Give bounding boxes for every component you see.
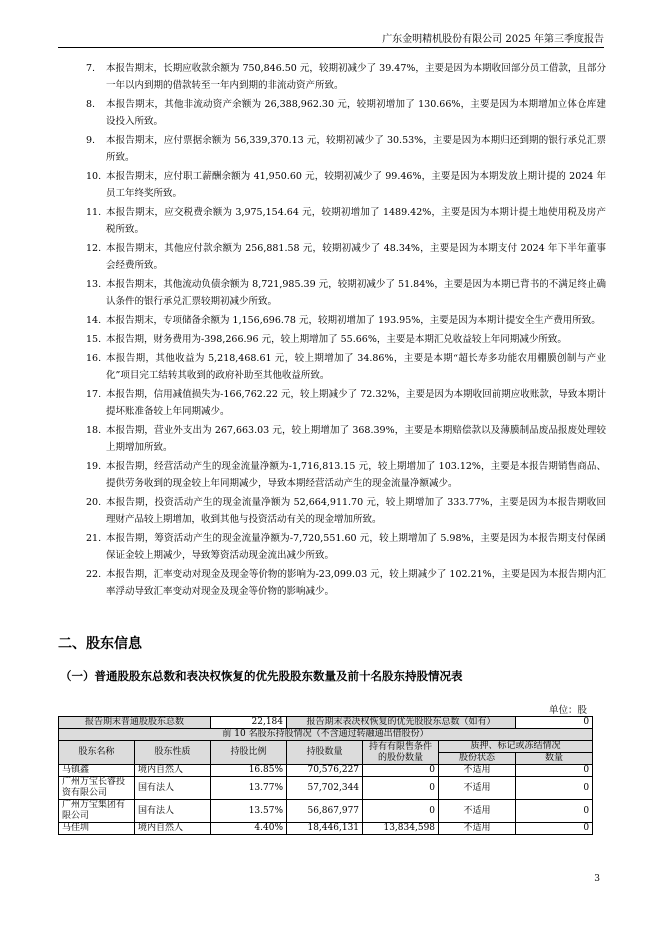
item-text: 本报告期，汇率变动对现金及现金等价物的影响为-23,099.03 元，较上期减少了 102.21%，主要是因为本报告期内汇率浮动导致汇率变动对现金及现金等价物的影响减少。 [106, 569, 606, 597]
item-number: 17. [86, 389, 102, 400]
item-text: 本报告期末，应付票据余额为 56,339,370.13 元，较期初减少了 30.53%，主要是因为本期归还到期的银行承兑汇票所致。 [106, 135, 606, 163]
list-item [86, 60, 606, 94]
list-item [86, 331, 606, 348]
holder-status: 不适用 [439, 765, 516, 777]
col-header-restricted: 持有有限售条件的股份数量 [363, 741, 439, 765]
list-item [86, 422, 606, 456]
holder-nature: 境内自然人 [135, 765, 211, 777]
table-row [59, 765, 593, 777]
subsection-title: （一）普通股股东总数和表决权恢复的优先股股东数量及前十名股东持股情况表 [60, 669, 463, 683]
item-text: 本报告期末，应付职工薪酬余额为 41,950.60 元，较期初减少了 99.46%，主要是因为本期发放上期计提的 2024 年员工年终奖所致。 [106, 171, 606, 199]
col-header-ratio: 持股比例 [211, 741, 287, 765]
item-text: 本报告期，其他收益为 5,218,468.61 元，较上期增加了 34.86%，主要是本期“超长寿多功能农用棚膜创制与产业化”项目完工结转其收到的政府补助至其他收益所致。 [106, 353, 606, 381]
item-number: 9. [86, 135, 96, 146]
list-item [86, 168, 606, 202]
list-item [86, 312, 606, 329]
holder-name: 马镇鑫 [59, 765, 135, 777]
holder-restricted: 0 [363, 765, 439, 777]
holder-status: 不适用 [439, 777, 516, 800]
holder-count: 0 [516, 800, 593, 823]
holder-qty: 56,867,977 [287, 800, 363, 823]
item-text: 本报告期，筹资活动产生的现金流量净额为-7,720,551.60 元，较上期增加了 5.98%，主要是因为本报告期支付保函保证金较上期减少，导致筹资活动现金流出减少所致。 [106, 533, 606, 561]
section-title: 二、股东信息 [58, 636, 142, 652]
notes-list [86, 60, 606, 602]
list-item [86, 386, 606, 420]
unit-label: 单位：股 [548, 705, 587, 716]
col-header-count: 数量 [516, 753, 593, 765]
holder-nature: 境内自然人 [135, 823, 211, 835]
col-header-name: 股东名称 [59, 741, 135, 765]
header-divider [58, 47, 604, 48]
item-text: 本报告期末，其他应付款余额为 256,881.58 元，较期初减少了 48.34%，主要是因为本期支付 2024 年下半年董事会经费所致。 [106, 243, 606, 271]
holder-status: 不适用 [439, 800, 516, 823]
item-text: 本报告期，投资活动产生的现金流量净额为 52,664,911.70 元，较上期增加了 333.77%，主要是因为本报告期收回理财产品较上期增加，收到其他与投资活动有关的现金增加所致。 [106, 497, 606, 525]
holder-qty: 57,702,344 [287, 777, 363, 800]
item-number: 15. [86, 334, 102, 345]
col-header-pledge: 质押、标记或冻结情况 [439, 741, 593, 753]
table-row [59, 823, 593, 835]
shareholders-table [58, 716, 593, 835]
holder-qty: 70,576,227 [287, 765, 363, 777]
list-item [86, 240, 606, 274]
list-item [86, 204, 606, 238]
holder-count: 0 [516, 777, 593, 800]
total-holders-label: 报告期末普通股股东总数 [59, 717, 211, 729]
item-number: 14. [86, 315, 102, 326]
item-text: 本报告期，财务费用为-398,266.96 元，较上期增加了 55.66%，主要是本期汇兑收益较上年同期减少所致。 [106, 334, 567, 345]
item-number: 10. [86, 171, 102, 182]
holder-status: 不适用 [439, 823, 516, 835]
total-holders-value: 22,184 [211, 717, 287, 729]
table-row [59, 777, 593, 800]
holder-name: 马佳圳 [59, 823, 135, 835]
holder-ratio: 13.77% [211, 777, 287, 800]
holder-ratio: 16.85% [211, 765, 287, 777]
list-item [86, 276, 606, 310]
list-item [86, 566, 606, 600]
item-text: 本报告期，信用减值损失为-166,762.22 元，较上期减少了 72.32%，主要是因为本期收回前期应收账款，导致本期计提坏账准备较上年同期减少。 [106, 389, 606, 417]
holder-count: 0 [516, 823, 593, 835]
list-item [86, 458, 606, 492]
holder-restricted: 0 [363, 777, 439, 800]
list-item [86, 494, 606, 528]
list-item [86, 530, 606, 564]
item-number: 7. [86, 63, 96, 74]
item-number: 8. [86, 99, 96, 110]
item-text: 本报告期末，其他非流动资产余额为 26,388,962.30 元，较期初增加了 130.66%，主要是因为本期增加立体仓库建设投入所致。 [106, 99, 606, 127]
item-number: 13. [86, 279, 102, 290]
holder-ratio: 4.40% [211, 823, 287, 835]
item-text: 本报告期末，其他流动负债余额为 8,721,985.39 元，较期初减少了 51.84%，主要是因为本期已背书的不满足终止确认条件的银行承兑汇票较期初减少所致。 [106, 279, 606, 307]
item-number: 20. [86, 497, 102, 508]
item-number: 16. [86, 353, 102, 364]
holder-name: 广州万宝长睿投资有限公司 [59, 777, 135, 800]
item-text: 本报告期，经营活动产生的现金流量净额为-1,716,813.15 元，较上期增加了 103.12%，主要是本报告期销售商品、提供劳务收到的现金较上年同期减少，导致本期经营活动产生的现金流量净额减少。 [106, 461, 606, 489]
item-number: 22. [86, 569, 102, 580]
holder-name: 广州万宝集团有限公司 [59, 800, 135, 823]
col-header-nature: 股东性质 [135, 741, 211, 765]
pref-holders-label: 报告期末表决权恢复的优先股股东总数（如有） [287, 717, 516, 729]
top10-header: 前 10 名股东持股情况（不含通过转融通出借股份） [59, 729, 593, 741]
item-text: 本报告期末，长期应收款余额为 750,846.50 元，较期初减少了 39.47%，主要是因为本期收回部分员工借款，且部分一年以内到期的借款转至一年内到期的非流动资产所致。 [106, 63, 606, 91]
holder-count: 0 [516, 765, 593, 777]
holder-nature: 国有法人 [135, 800, 211, 823]
col-header-status: 股份状态 [439, 753, 516, 765]
item-text: 本报告期，营业外支出为 267,663.03 元，较上期增加了 368.39%，主要是本期赔偿款以及薄膜制品废品报废处理较上期增加所致。 [106, 425, 606, 453]
item-number: 21. [86, 533, 102, 544]
holder-ratio: 13.57% [211, 800, 287, 823]
list-item [86, 96, 606, 130]
report-header: 广东金明精机股份有限公司 2025 年第三季度报告 [382, 34, 604, 45]
item-number: 18. [86, 425, 102, 436]
holder-restricted: 13,834,598 [363, 823, 439, 835]
list-item [86, 132, 606, 166]
page-number: 3 [594, 874, 600, 884]
item-number: 11. [86, 207, 102, 218]
holder-restricted: 0 [363, 800, 439, 823]
list-item [86, 350, 606, 384]
holder-nature: 国有法人 [135, 777, 211, 800]
item-text: 本报告期末，应交税费余额为 3,975,154.64 元，较期初增加了 1489.42%，主要是因为本期计提土地使用税及房产税所致。 [106, 207, 606, 235]
col-header-qty: 持股数量 [287, 741, 363, 765]
item-text: 本报告期末，专项储备余额为 1,156,696.78 元，较期初增加了 193.95%，主要是因为本期计提安全生产费用所致。 [106, 315, 601, 326]
item-number: 19. [86, 461, 102, 472]
table-row [59, 800, 593, 823]
holder-qty: 18,446,131 [287, 823, 363, 835]
pref-holders-value: 0 [516, 717, 593, 729]
item-number: 12. [86, 243, 102, 254]
